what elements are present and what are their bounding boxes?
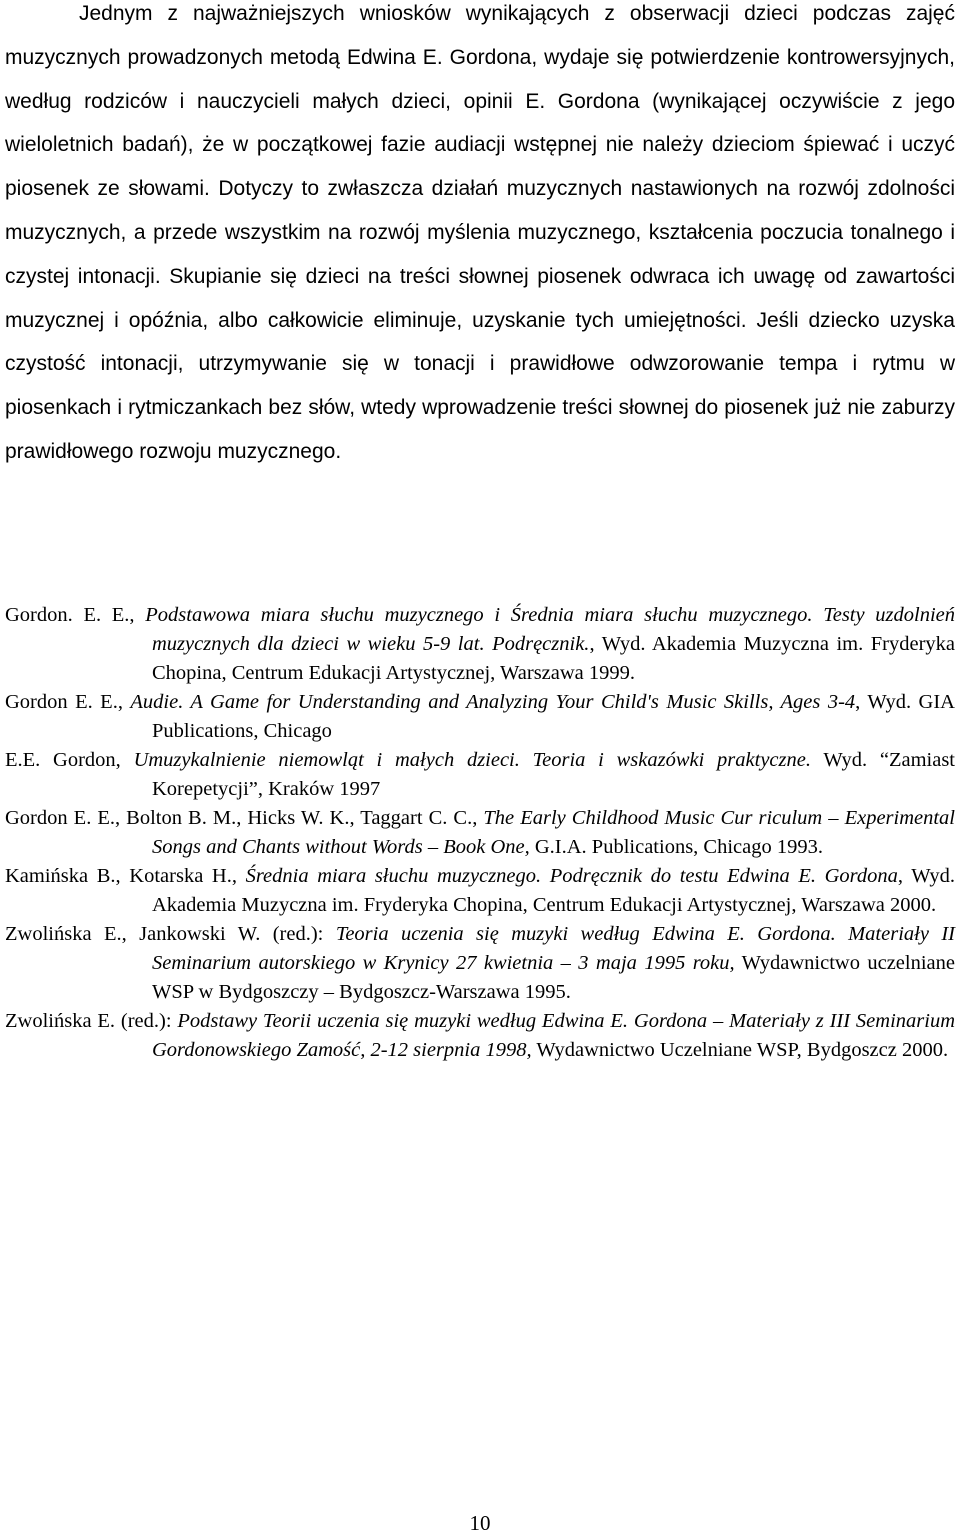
entry-author: Zwolińska E. (red.): (5, 1010, 172, 1032)
entry-title: Umuzykalnienie niemowląt i małych dzieci. Teoria i wskazówki praktyczne. (133, 749, 811, 771)
entry-publication: , Wyd. Akademia Muzyczna im. Fryderyka Chopina, Centrum Edukacji Artystycznej, Warszawa 2000. (152, 865, 955, 916)
bibliography-entry (5, 804, 955, 862)
entry-author: Gordon. E. E., (5, 604, 135, 626)
bibliography-entry (5, 601, 955, 688)
bibliography-entry (5, 1007, 955, 1065)
entry-publication: , Wyd. GIA Publications, Chicago (152, 691, 955, 742)
entry-publication: Wydawnictwo Uczelniane WSP, Bydgoszcz 2000. (531, 1039, 949, 1061)
entry-publication: Wyd. “Zamiast Korepetycji”, Kraków 1997 (152, 749, 955, 800)
entry-author: Gordon E. E., Bolton B. M., Hicks W. K., Taggart C. C., (5, 807, 478, 829)
entry-title: Podstawowa miara słuchu muzycznego i Średnia miara słuchu muzycznego. Testy uzdolnień muzycznych dla dzieci w wieku 5-9 lat. Podręcznik. (145, 604, 955, 655)
entry-title: The Early Childhood Music Cur riculum – Experimental Songs and Chants without Words – Book One, (152, 807, 956, 858)
entry-author: Kamińska B., Kotarska H., (5, 865, 237, 887)
entry-author: E.E. Gordon, (5, 749, 121, 771)
page-number: 10 (469, 1511, 491, 1535)
entry-publication: , Wyd. Akademia Muzyczna im. Fryderyka Chopina, Centrum Edukacji Artystycznej, Warszawa 1999. (152, 633, 955, 684)
entry-author: Zwolińska E., Jankowski W. (red.): (5, 923, 324, 945)
bibliography-entry (5, 920, 955, 1007)
bibliography-entry (5, 688, 955, 746)
entry-publication: G.I.A. Publications, Chicago 1993. (529, 836, 823, 858)
entry-title: Podstawy Teorii uczenia się muzyki według Edwina E. Gordona – Materiały z III Seminarium Gordonowskiego Zamość, 2-12 sierpnia 1998, (152, 1010, 955, 1061)
body-paragraph: Jednym z najważniejszych wniosków wynikających z obserwacji dzieci podczas zajęć muzycznych prowadzonych metodą Edwina E. Gordona, wydaje się potwierdzenie kontrowersyjnych, według rodziców i nauczycieli małych dzieci, opinii E. Gordona (wynikającej oczywiście z jego wieloletnich badań), że w początkowej fazie audiacji wstępnej nie należy dzieciom śpiewać i uczyć piosenek ze słowami. Dotyczy to zwłaszcza działań muzycznych nastawionych na rozwój zdolności muzycznych, a przede wszystkim na rozwój myślenia muzycznego, kształcenia poczucia tonalnego i czystej intonacji. Skupianie się dzieci na treści słownej piosenek odwraca ich uwagę od zawartości muzycznej i opóźnia, albo całkowicie eliminuje, uzyskanie tych umiejętności. Jeśli dziecko uzyska czystość intonacji, utrzymywanie się w tonacji i prawidłowe odwzorowanie tempa i rytmu w piosenkach i rytmiczankach bez słów, wtedy wprowadzenie treści słownej do piosenek już nie zaburzy prawidłowego rozwoju muzycznego. (5, 2, 955, 463)
entry-author: Gordon E. E., (5, 691, 123, 713)
entry-title: Średnia miara słuchu muzycznego. Podręcznik do testu Edwina E. Gordona (245, 865, 898, 887)
bibliography-entry (5, 746, 955, 804)
bibliography-entry (5, 862, 955, 920)
entry-title: Teoria uczenia się muzyki według Edwina E. Gordona. Materiały II Seminarium autorskiego w Krynicy 27 kwietnia – 3 maja 1995 roku, (152, 923, 956, 974)
bibliography (5, 601, 955, 1065)
entry-title: Audie. A Game for Understanding and Analyzing Your Child's Music Skills, Ages 3-4 (130, 691, 856, 713)
entry-publication: Wydawnictwo uczelniane WSP w Bydgoszczy – Bydgoszcz-Warszawa 1995. (152, 952, 955, 1003)
